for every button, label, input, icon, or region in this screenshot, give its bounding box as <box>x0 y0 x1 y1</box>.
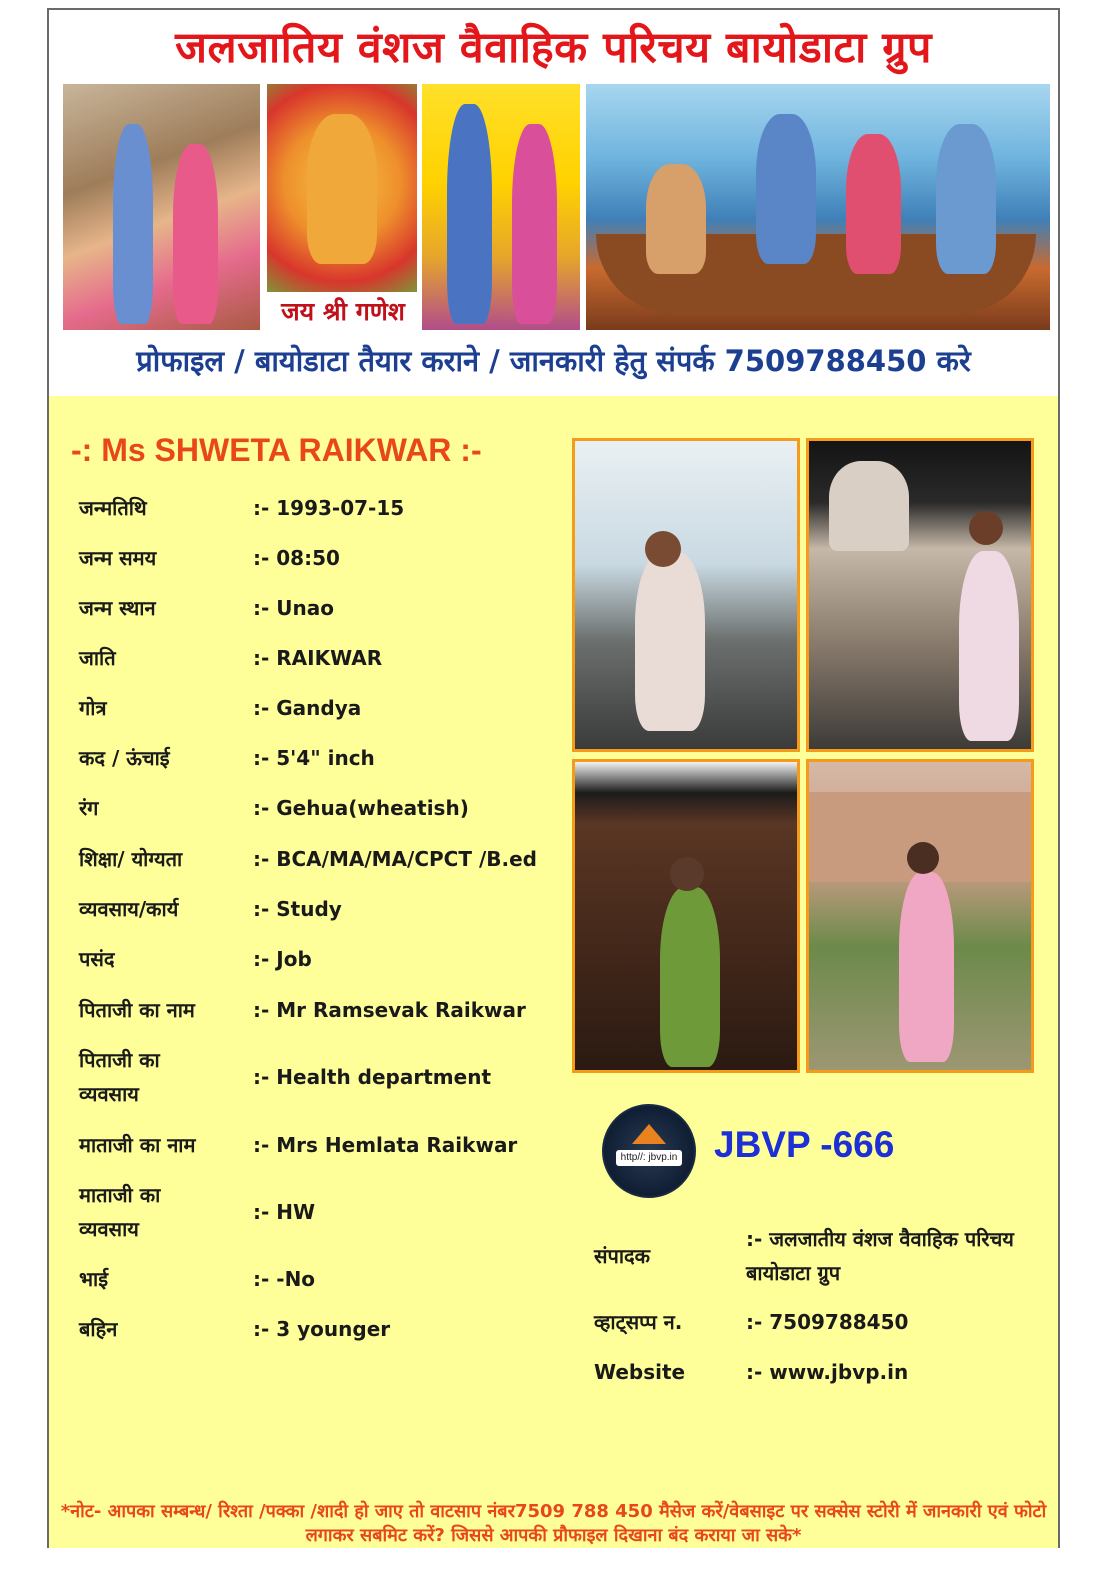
profile-area <box>49 396 1058 1548</box>
detail-value: :- Mr Ramsevak Raikwar <box>253 998 526 1022</box>
detail-value: :- Gehua(wheatish) <box>253 796 469 820</box>
contact-label: संपादक <box>594 1244 651 1268</box>
profile-photo <box>806 759 1034 1073</box>
footer-note: *नोट- आपका सम्बन्ध/ रिश्ता /पक्का /शादी हो जाए तो वाटसाप नंबर7509 788 450 मैसेज करें/वेबसाइट पर सक्सेस स्टोरी में जानकारी एवं फोटो लगाकर सबमिट करें? जिससे आपकी प्रौफाइल दिखाना बंद कराया जा सके* <box>60 1501 1047 1546</box>
jbvp-logo <box>602 1104 696 1198</box>
ganesh-label: जय श्री गणेश <box>265 292 421 332</box>
detail-value: :- 3 younger <box>253 1317 391 1341</box>
profile-name: -: Ms SHWETA RAIKWAR :- <box>71 432 482 468</box>
detail-value: :- 5'4" inch <box>253 746 375 770</box>
detail-label: कद / ऊंचाई <box>79 746 170 770</box>
header-banner <box>49 10 1058 396</box>
detail-label: रंग <box>79 796 99 820</box>
ram-sita-image <box>63 84 260 330</box>
detail-value: :- RAIKWAR <box>253 646 383 670</box>
detail-value: :- Study <box>253 897 342 921</box>
profile-photo <box>806 438 1034 752</box>
detail-row <box>79 1043 549 1113</box>
detail-label: जन्मतिथि <box>79 496 147 520</box>
biodata-sheet <box>47 8 1060 1548</box>
contact-value: :- www.jbvp.in <box>746 1360 909 1384</box>
detail-value: :- -No <box>253 1267 316 1291</box>
detail-label: पिताजी का व्यवसाय <box>79 1048 160 1106</box>
contact-value: :- 7509788450 <box>746 1310 909 1334</box>
detail-row <box>79 1178 549 1248</box>
detail-value: :- Job <box>253 947 312 971</box>
detail-value: :- Unao <box>253 596 334 620</box>
detail-value: :- 1993-07-15 <box>253 496 405 520</box>
detail-label: शिक्षा/ योग्यता <box>79 847 183 871</box>
profile-photo <box>572 759 800 1073</box>
profile-code: JBVP -666 <box>714 1124 895 1165</box>
ram-sita-yellow-image <box>422 84 580 330</box>
detail-label: व्यवसाय/कार्य <box>79 897 179 921</box>
contact-label: Website <box>594 1360 686 1384</box>
detail-label: जाति <box>79 646 116 670</box>
detail-value: :- Mrs Hemlata Raikwar <box>253 1133 518 1157</box>
logo-text: http//: jbvp.in <box>616 1150 682 1166</box>
banner-contact-line: प्रोफाइल / बायोडाटा तैयार कराने / जानकारी हेतु संपर्क 7509788450 करे <box>136 344 971 378</box>
detail-value: :- BCA/MA/MA/CPCT /B.ed <box>253 847 537 871</box>
house-icon <box>632 1124 666 1144</box>
detail-label: पसंद <box>79 947 115 971</box>
detail-label: गोत्र <box>79 696 107 720</box>
detail-label: जन्म समय <box>79 546 157 570</box>
detail-label: माताजी का व्यवसाय <box>79 1183 161 1241</box>
detail-label: माताजी का नाम <box>79 1133 196 1157</box>
detail-label: भाई <box>79 1267 109 1291</box>
boat-scene-image <box>586 84 1050 330</box>
detail-value: :- Gandya <box>253 696 362 720</box>
banner-title: जलजातिय वंशज वैवाहिक परिचय बायोडाटा ग्रुप <box>175 23 932 73</box>
detail-value: :- Health department <box>253 1065 491 1089</box>
detail-value: :- HW <box>253 1200 316 1224</box>
contact-value: :- जलजातीय वंशज वैवाहिक परिचय बायोडाटा ग्रुप <box>746 1227 1014 1285</box>
detail-value: :- 08:50 <box>253 546 340 570</box>
detail-label: जन्म स्थान <box>79 596 156 620</box>
detail-label: पिताजी का नाम <box>79 998 195 1022</box>
detail-label: बहिन <box>79 1317 118 1341</box>
profile-photo <box>572 438 800 752</box>
contact-label: व्हाट्सप्प न. <box>594 1310 683 1334</box>
